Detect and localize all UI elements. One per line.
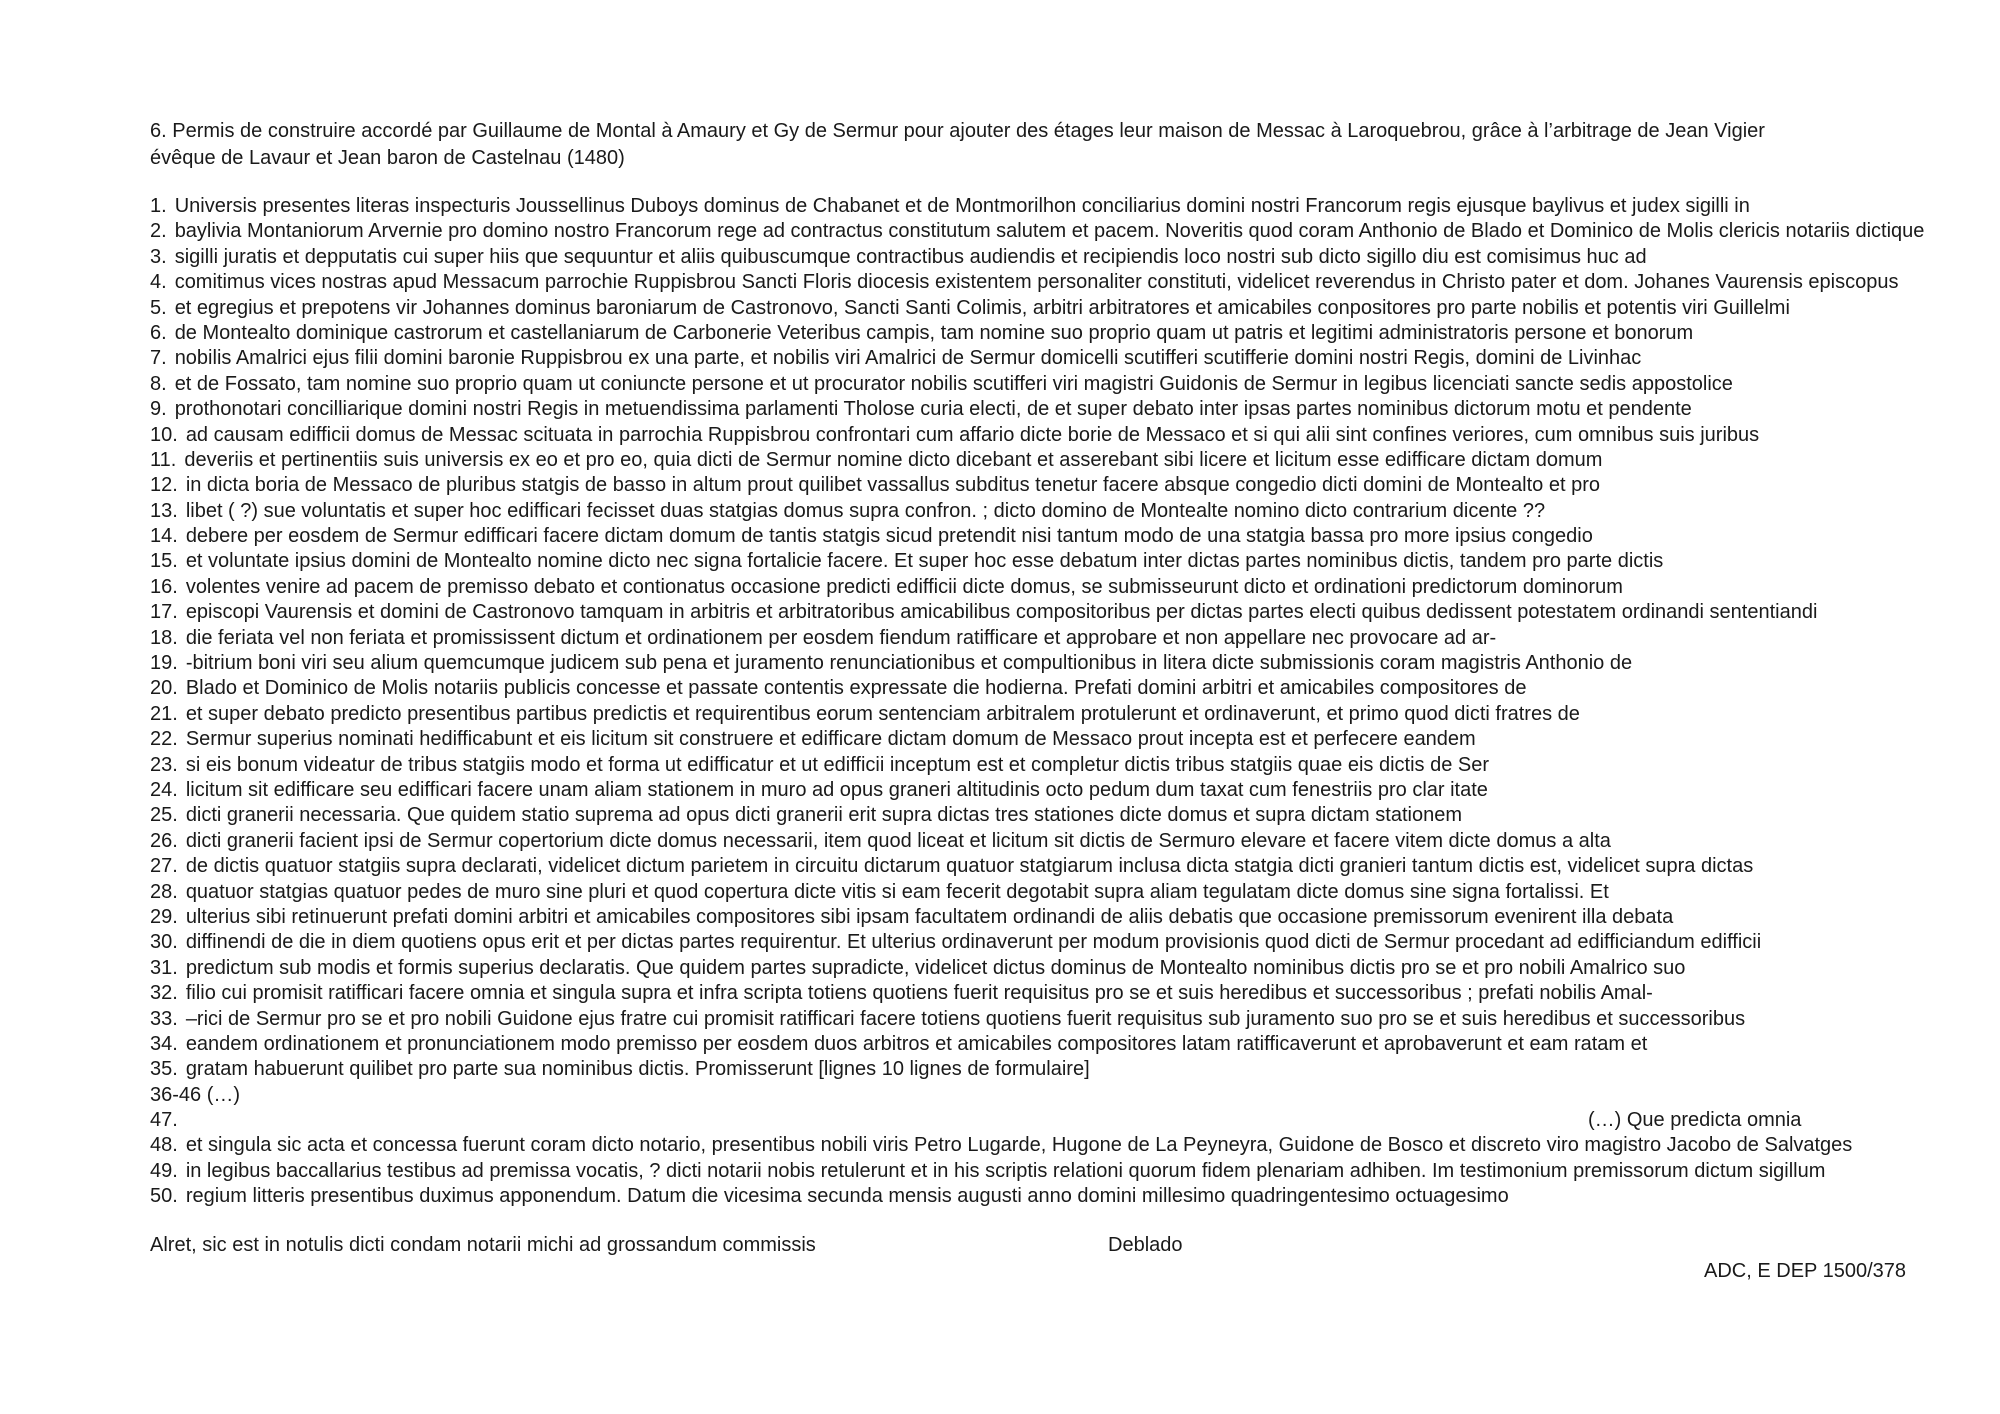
line-text: sigilli juratis et depputatis cui super hiis que sequuntur et aliis quibuscumque contractibus audiendis et recipiendis loco nostri sub dicto sigillo diu est comisimus huc ad (174, 245, 1647, 268)
transcript-line (150, 1057, 1950, 1082)
transcript-line (150, 1133, 1950, 1158)
line-text: dicti granerii necessaria. Que quidem statio suprema ad opus dicti granerii erit supra dictas tres stationes dicte domus et supra dictam stationem (185, 804, 1462, 827)
attestation-text: Alret, sic est in notulis dicti condam notarii michi ad grossandum commissis (150, 1234, 816, 1256)
line-text: diffinendi de die in diem quotiens opus erit et per dictas partes requirentur. Et ulterius ordinaverunt per modum provisionis quod dicti de Sermur procedant ad edifficiandum edifficii (185, 931, 1762, 954)
transcript-line (150, 626, 1950, 651)
transcript-line (150, 423, 1950, 448)
transcript-line (150, 956, 1950, 981)
line-number: 31. (150, 956, 178, 979)
line-number: 19. (150, 652, 178, 675)
line-text: die feriata vel non feriata et promississent dictum et ordinationem per eosdem fiendum ratifficare et approbare et non appellare nec provocare ad ar- (185, 626, 1497, 649)
line-text: licitum sit edifficare seu edifficari facere unam aliam stationem in muro ad opus graneri altitudinis octo pedum dum taxat cum fenestriis pro clar itate (185, 778, 1488, 801)
transcript-line (150, 753, 1950, 778)
line-text: predictum sub modis et formis superius declaratis. Que quidem partes supradicte, videlicet dictus dominus de Montealto nominibus dictis pro se et pro nobili Amalrico suo (185, 956, 1686, 979)
line-text: baylivia Montaniorum Arvernie pro domino nostro Francorum rege ad contractus constitutum salutem et pacem. Noveritis quod coram Anthonio de Blado et Dominico de Molis clericis notariis dictique (174, 220, 1925, 243)
line-text: ulterius sibi retinuerunt prefati domini arbitri et amicabiles compositores sibi ipsam facultatem ordinandi de aliis debatis que occasione premissorum evenirent illa debata (185, 905, 1674, 928)
line-number: 47. (150, 1109, 178, 1132)
line-number: 10. (150, 423, 178, 446)
line-number: 48. (150, 1134, 178, 1157)
line-number: 5. (150, 296, 167, 319)
line-text: episcopi Vaurensis et domini de Castronovo tamquam in arbitris et arbitratoribus amicabilibus compositoribus per dictas partes electi quibus dedissent potestatem ordinandi sententiandi (185, 601, 1818, 624)
line-text: et singula sic acta et concessa fuerunt coram dicto notario, presentibus nobili viris Petro Lugarde, Hugone de La Peyneyra, Guidone de Bosco et discreto viro magistro Jacobo de Salvatges (185, 1134, 1853, 1157)
line-number: 6. (150, 321, 167, 344)
transcript-line (150, 651, 1950, 676)
line-number: 24. (150, 778, 178, 801)
notary-signature: Deblado (1108, 1234, 1183, 1256)
transcript-line (150, 397, 1950, 422)
line-number: 16. (150, 575, 178, 598)
line-text: libet ( ?) sue voluntatis et super hoc edifficari fecisset duas statgias domus supra confron. ; dicto domino de Montealte nomino dicto contrarium dicente ?? (185, 499, 1546, 522)
line-text: et super debato predicto presentibus partibus predictis et requirentibus eorum sentenciam arbitralem protulerunt et ordinaverunt, et primo quod dicti fratres de (185, 702, 1580, 725)
line-text: deveriis et pertinentiis suis universis ex eo et pro eo, quia dicti de Sermur nomine dicto dicebant et asserebant sibi licere et licitum esse edifficare dictam domum (184, 448, 1603, 471)
transcript-line (150, 1159, 1950, 1184)
line-number: 27. (150, 855, 178, 878)
line-number: 1. (150, 195, 167, 217)
line-text: in dicta boria de Messaco de pluribus statgis de basso in altum prout quilibet vassallus subditus tenetur facere absque congedio dicti domini de Montealto et pro (185, 474, 1600, 497)
line-text: gratam habuerunt quilibet pro parte sua nominibus dictis. Promisserunt [lignes 10 lignes de formulaire] (185, 1058, 1090, 1081)
line-number: 7. (150, 347, 167, 370)
line-number: 49. (150, 1159, 178, 1182)
transcript-line (150, 981, 1950, 1006)
line-number: 14. (150, 525, 178, 548)
line-number: 9. (150, 398, 167, 421)
transcript-line (150, 905, 1950, 930)
line-text: nobilis Amalrici ejus filii domini baronie Ruppisbrou ex una parte, et nobilis viri Amalrici de Sermur domicelli scutifferi scutifferie domini nostri Regis, domini de Livinhac (174, 347, 1642, 370)
line-tail-text: (…) Que predicta omnia (1588, 1109, 1802, 1132)
line-text: dicti granerii facient ipsi de Sermur copertorium dicte domus necessarii, item quod liceat et licitum sit dictis de Sermuro elevare et facere vitem dicte domus a alta (185, 829, 1611, 852)
transcript-line (150, 600, 1950, 625)
transcript-line (150, 296, 1950, 321)
heading-line-2: évêque de Lavaur et Jean baron de Castelnau (1480) (150, 147, 625, 169)
line-text: et de Fossato, tam nomine suo proprio quam ut coniuncte persone et ut procurator nobilis scutifferi viri magistri Guidonis de Sermur in legibus licenciati sancte sedis appostolice (174, 372, 1733, 395)
line-number: 17. (150, 601, 178, 624)
transcript-line (150, 1032, 1950, 1057)
line-text: de dictis quatuor statgiis supra declarati, videlicet dictum parietem in circuitu dictarum quatuor statgiarum inclusa dicta statgia dicti granieri tantum dictis est, videlicet supra dictas (185, 855, 1754, 878)
line-number: 15. (150, 550, 178, 573)
line-number: 29. (150, 905, 178, 928)
line-number: 22. (150, 728, 178, 751)
line-number: 21. (150, 702, 178, 725)
line-text: volentes venire ad pacem de premisso debato et contionatus occasione predicti edifficii dicte domus, se submisseurunt dicto et ordinationi predictorum dominorum (185, 575, 1623, 598)
line-number: 34. (150, 1032, 178, 1055)
line-text: in legibus baccallarius testibus ad premissa vocatis, ? dicti notarii nobis retulerunt et in his scriptis relationi quorum fidem plenariam adhiben. Im testimonium premissorum dictum sigillum (185, 1159, 1826, 1182)
transcript-line (150, 245, 1950, 270)
transcript-line (150, 549, 1950, 574)
line-number: 8. (150, 372, 167, 395)
line-number: 26. (150, 829, 178, 852)
line-text: Sermur superius nominati hedifficabunt et eis licitum sit construere et edifficare dictam domum de Messaco prout incepta est et perfecere eandem (185, 728, 1476, 751)
line-text: Blado et Dominico de Molis notariis publicis concesse et passate contentis expressate die hodierna. Prefati domini arbitri et amicabiles compositores de (185, 677, 1527, 700)
transcript-line (150, 854, 1950, 879)
line-number: 18. (150, 626, 178, 649)
transcript-line (150, 575, 1950, 600)
line-text: Universis presentes literas inspecturis Joussellinus Duboys dominus de Chabanet et de Montmorilhon conciliarius domini nostri Francorum regis ejusque baylivus et judex sigilli in (174, 195, 1750, 217)
transcript-line (150, 880, 1950, 905)
line-text: regium litteris presentibus duximus apponendum. Datum die vicesima secunda mensis augusti anno domini millesimo quadringentesimo octuagesimo (185, 1185, 1509, 1208)
transcript-line (150, 194, 1950, 219)
transcript-line (150, 778, 1950, 803)
line-text: -bitrium boni viri seu alium quemcumque judicem sub pena et juramento renunciationibus et compultionibus in litera dicte submissionis coram magistris Anthonio de (185, 652, 1633, 675)
line-text: prothonotari concilliarique domini nostri Regis in metuendissima parlamenti Tholose curia electi, de et super debato inter ipsas partes nominibus dictorum motu et pendente (174, 398, 1692, 421)
transcript-line (150, 1108, 1950, 1133)
transcript-line (150, 727, 1950, 752)
line-number: 2. (150, 220, 167, 243)
line-number: 25. (150, 804, 178, 827)
line-text: et egregius et prepotens vir Johannes dominus baroniarum de Castronovo, Sancti Santi Colimis, arbitri arbitratores et amicabiles conpositores pro parte nobilis et potentis viri Guillelmi (174, 296, 1790, 319)
line-number: 50. (150, 1185, 178, 1208)
line-text: filio cui promisit ratifficari facere omnia et singula supra et infra scripta totiens quotiens fuerit requisitus pro se et suis heredibus et successoribus ; prefati nobilis Amal- (185, 982, 1653, 1005)
transcript-line (150, 499, 1950, 524)
line-number: 28. (150, 880, 178, 903)
transcript-line (150, 930, 1950, 955)
transcript-line (150, 473, 1950, 498)
line-number: 32. (150, 982, 178, 1005)
line-number: 30. (150, 931, 178, 954)
line-text: debere per eosdem de Sermur edifficari facere dictam domum de tantis statgis sicud pretendit nisi tantum modo de una statgia bassa pro more ipsius congedio (185, 525, 1593, 548)
transcript-line (150, 270, 1950, 295)
transcript-line (150, 829, 1950, 854)
transcript-line (150, 1184, 1950, 1209)
line-number: 13. (150, 499, 178, 522)
line-number: 23. (150, 753, 178, 776)
line-text: ad causam edifficii domus de Messac scituata in parrochia Ruppisbrou confrontari cum affario dicte borie de Messaco et si qui alii sint confines veriores, cum omnibus suis juribus (185, 423, 1760, 446)
line-text: si eis bonum videatur de tribus statgiis modo et forma ut edifficatur et ut edifficii inceptum est et completur dictis tribus statgiis quae eis dictis de Ser (185, 753, 1490, 776)
line-text: comitimus vices nostras apud Messacum parrochie Ruppisbrou Sancti Floris diocesis existentem personaliter constituti, videlicet reverendus in Christo pater et dom. Johanes Vaurensis episcopus (174, 271, 1899, 294)
line-number: 33. (150, 1007, 178, 1030)
line-text: et voluntate ipsius domini de Montealto nomine dicto nec signa fortalicie facere. Et super hoc esse debatum inter dictas partes nominibus dictis, tandem pro parte dictis (185, 550, 1664, 573)
transcript-line (150, 1007, 1950, 1032)
line-number: 4. (150, 271, 167, 294)
transcript-line (150, 372, 1950, 397)
transcript-line (150, 346, 1950, 371)
transcript-line (150, 702, 1950, 727)
line-number: 12. (150, 474, 178, 497)
document-heading (150, 118, 1930, 172)
line-number: 20. (150, 677, 178, 700)
line-number: 36-46 (…) (150, 1083, 241, 1106)
transcription-lines (150, 194, 1950, 1210)
line-number: 3. (150, 245, 167, 268)
line-number: 35. (150, 1058, 178, 1081)
line-text: quatuor statgias quatuor pedes de muro sine pluri et quod copertura dicte vitis si eam fecerit degotabit supra aliam tegulatam dicte domus sine signa fortalissi. Et (185, 880, 1609, 903)
line-text: –rici de Sermur pro se et pro nobili Guidone ejus fratre cui promisit ratifficari facere totiens quotiens fuerit requisitus sub juramento suo pro se et suis heredibus et successoribus (185, 1007, 1746, 1030)
transcript-line (150, 1083, 1950, 1108)
heading-line-1: 6. Permis de construire accordé par Guillaume de Montal à Amaury et Gy de Sermur pour ajouter des étages leur maison de Messac à Laroquebrou, grâce à l’arbitrage de Jean Vigier (150, 120, 1765, 142)
transcript-line (150, 803, 1950, 828)
transcript-line (150, 219, 1950, 244)
transcript-line (150, 524, 1950, 549)
transcript-line (150, 448, 1950, 473)
archive-reference: ADC, E DEP 1500/378 (1704, 1260, 1906, 1282)
line-text: eandem ordinationem et pronunciationem modo premisso per eosdem duos arbitros et amicabiles compositores latam ratifficaverunt et aprobaverunt et eam ratam et (185, 1032, 1648, 1055)
line-text: de Montealto dominique castrorum et castellaniarum de Carbonerie Veteribus campis, tam nomine suo proprio quam ut patris et legitimi administratoris persone et bonorum (174, 321, 1694, 344)
transcript-line (150, 321, 1950, 346)
transcript-line (150, 676, 1950, 701)
line-number: 11. (150, 448, 177, 471)
